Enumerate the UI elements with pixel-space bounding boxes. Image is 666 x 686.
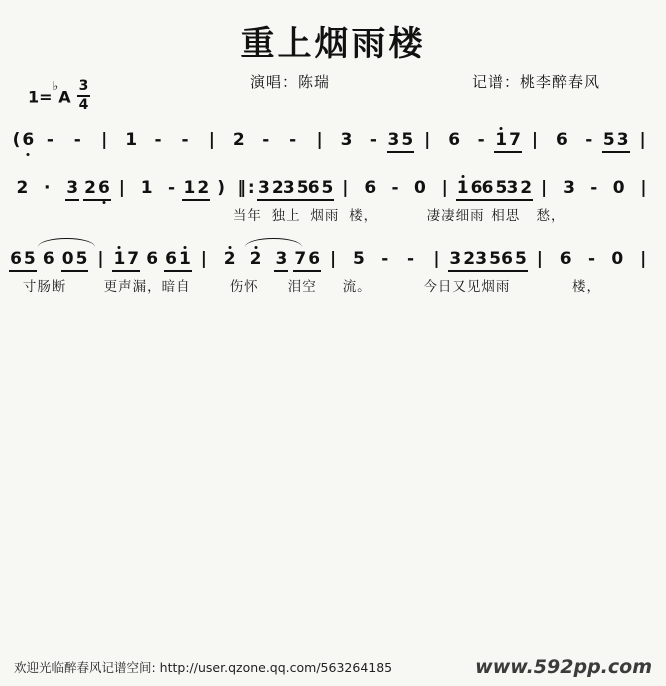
lyric-word: 烟雨 [310, 208, 340, 224]
header-credits [10, 67, 656, 111]
note-token: 3 5 [283, 180, 308, 201]
lyric-word: 泪空 [287, 279, 317, 295]
lyric-word: 今日又见烟雨 [423, 279, 511, 295]
note-token: | [118, 178, 125, 198]
jianpu-system-1 [10, 111, 656, 153]
note-token: - [154, 130, 162, 150]
note-token: - [167, 178, 176, 198]
note-token: 6 [146, 249, 159, 269]
lyric-word: 相思 [491, 208, 521, 224]
note-token: 6 [559, 249, 572, 269]
note-token: - [477, 130, 485, 150]
time-signature: 3 4 [78, 78, 89, 113]
note-token: | [342, 178, 349, 198]
note-token: 3 2 [258, 180, 283, 201]
note-token: ( 6 [12, 130, 35, 150]
note-token: 7 6 [294, 251, 320, 272]
note-token: 2 [223, 249, 236, 269]
singer-credit: 演唱：陈瑞 [250, 73, 331, 91]
note-token: 6 1 [165, 251, 191, 272]
note-token: 6 5 [10, 251, 36, 272]
jianpu-system-3 [10, 230, 656, 295]
note-token: | [531, 130, 539, 150]
note-token: - [289, 130, 297, 150]
note-token: 2 [243, 251, 269, 272]
note-token: 3 5 [475, 251, 501, 272]
key-signature [28, 79, 90, 112]
note-token: 0 [414, 178, 426, 198]
note-token: - [181, 130, 189, 150]
lyrics-row [10, 275, 656, 295]
note-token: - [590, 178, 598, 198]
slur-arc [38, 238, 95, 247]
note-token: - [369, 130, 377, 150]
note-token: 6 [36, 251, 62, 272]
jianpu-system-2 [10, 159, 656, 224]
note-token: 1 7 [113, 251, 139, 272]
lyric-word: 流。 [342, 279, 372, 295]
lyric-word: 寸肠断 [22, 279, 67, 295]
lyric-word: 伤怀 [229, 279, 259, 295]
note-token: 1 [140, 178, 153, 198]
note-token: - [585, 130, 593, 150]
note-token: - [46, 130, 54, 150]
note-token: - [391, 178, 399, 198]
note-token: | [200, 249, 207, 269]
note-token: 6 [364, 178, 377, 198]
note-token: - [407, 249, 415, 269]
note-token: | [640, 249, 647, 269]
notation-area [10, 111, 656, 295]
note-token: | [441, 178, 448, 198]
note-token: 3 2 [507, 180, 532, 201]
note-token: 6 [555, 130, 568, 150]
note-token: - [73, 130, 81, 150]
note-token: - [587, 249, 596, 269]
note-token: | [208, 130, 216, 150]
note-token: 1 [125, 130, 138, 150]
note-token: | [97, 249, 104, 269]
note-token: 6 [448, 130, 461, 150]
notes-row [10, 175, 656, 201]
note-token: | [541, 178, 548, 198]
note-token: 6 5 [482, 180, 507, 201]
lyrics-row [10, 204, 656, 224]
note-token: | [329, 249, 337, 269]
note-token: | [639, 130, 646, 150]
page-footer [0, 656, 666, 678]
key-text: 1=♭A [28, 79, 71, 107]
note-token: 2 [16, 178, 29, 198]
lyric-word: 愁， [536, 208, 566, 224]
sheet-music-page [0, 0, 666, 295]
lyric-word: 更声漏，暗自 [103, 279, 191, 295]
notator-credit: 记谱：桃李醉春风 [472, 73, 601, 91]
note-token: 3 [340, 130, 353, 150]
lyric-word: 独上 [271, 208, 301, 224]
note-token: · [44, 178, 51, 198]
notes-row [10, 246, 656, 272]
note-token: 3 5 [387, 132, 414, 153]
note-token: 1 2 [184, 180, 209, 201]
note-token: 0 [611, 249, 624, 269]
note-token: | [316, 130, 323, 150]
note-token: 1 7 [495, 132, 522, 153]
site-watermark: www.592pp.com [475, 656, 652, 678]
note-token: | [433, 249, 440, 269]
note-token: 3 2 [449, 251, 475, 272]
flat-icon: ♭ [52, 79, 59, 94]
note-token: 5 3 [602, 132, 629, 153]
note-token: 1 6 [457, 180, 482, 201]
notes-row [10, 127, 656, 153]
lyric-word: 当年 [232, 208, 262, 224]
note-token: 5 [352, 249, 365, 269]
lyric-word: 凄凄细雨 [426, 208, 485, 224]
note-token: | [101, 130, 108, 150]
note-token: 3 [60, 180, 85, 201]
note-token: ) [217, 178, 226, 198]
lyric-word: 楼， [572, 279, 602, 295]
note-token: - [262, 130, 270, 150]
note-token: | [536, 249, 543, 269]
note-token: 6 5 [308, 180, 333, 201]
note-token: - [381, 249, 389, 269]
note-token: 0 5 [62, 251, 88, 272]
note-token: 3 [563, 178, 575, 198]
barline-rep: ‖ : [237, 178, 255, 198]
note-token: | [640, 178, 647, 198]
page-title: 重上烟雨楼 [240, 24, 426, 64]
lyric-word: 楼， [349, 208, 379, 224]
note-token: 2 6 [85, 180, 110, 201]
note-token: 6 5 [501, 251, 527, 272]
note-token: 0 [612, 178, 625, 198]
note-token: 3 [268, 251, 294, 272]
note-token: | [424, 130, 431, 150]
note-token: 2 [232, 130, 245, 150]
footer-link-text[interactable]: 欢迎光临醉春风记谱空间: http://user.qzone.qq.com/563264185 [14, 660, 393, 675]
